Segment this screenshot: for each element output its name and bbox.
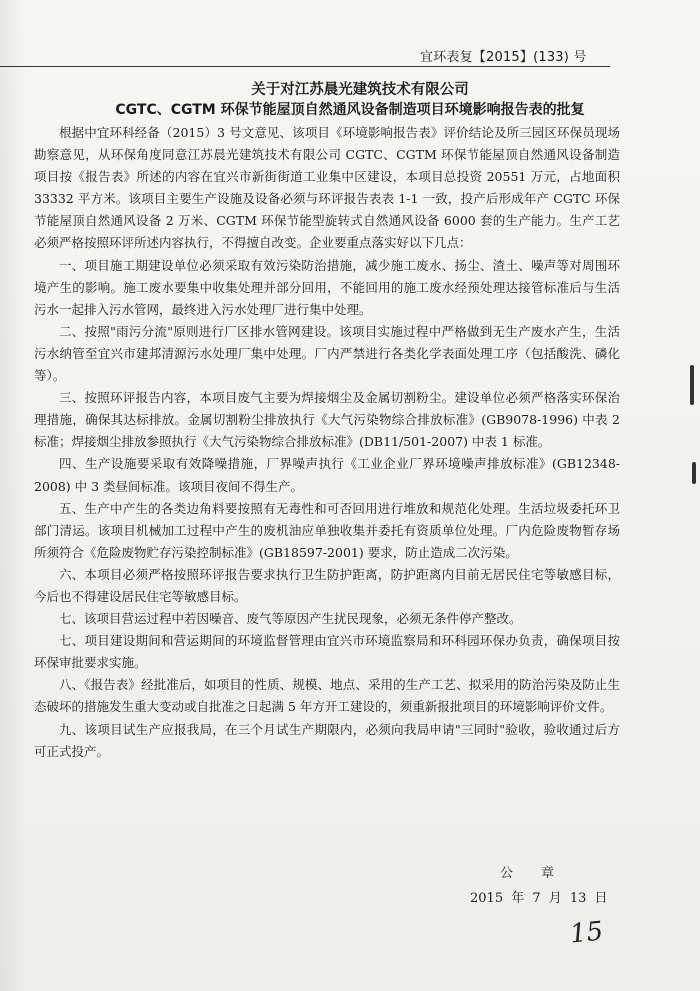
- handwritten-page-number: 15: [568, 916, 605, 950]
- issue-date: 2015 年 7 月 13 日: [470, 891, 608, 906]
- document-title-line-2: CGTC、CGTM 环保节能屋顶自然通风设备制造项目环境影响报告表的批复: [115, 102, 585, 118]
- paragraph-item-4: 四、生产设施要采取有效降噪措施，厂界噪声执行《工业企业厂界环境噪声排放标准》(GB12348-2008) 中 3 类昼间标准。该项目夜间不得生产。: [34, 456, 620, 494]
- paragraph-item-2: 二、按照"雨污分流"原则进行厂区排水管网建设。该项目实施过程中严格做到无生产废水产生，生活污水纳管至宜兴市建邦清源污水处理厂集中处理。厂内严禁进行各类化学表面处理工序（包括酸洗、磷化等）。: [34, 323, 620, 384]
- official-seal-label: 公章: [500, 866, 583, 881]
- scan-mark: [690, 365, 694, 405]
- paragraph-item-6: 六、本项目必须严格按照环评报告要求执行卫生防护距离，防护距离内目前无居民住宅等敏感目标，今后也不得建设居民住宅等敏感目标。: [34, 566, 620, 604]
- scan-shadow: [0, 0, 26, 991]
- document-number: 宜环表复【2015】(133) 号: [420, 50, 587, 65]
- header-rule: [0, 66, 610, 67]
- paragraph-item-7a: 七、该项目营运过程中若因噪音、废气等原因产生扰民现象，必须无条件停产整改。: [59, 611, 522, 627]
- paragraph-item-8: 八、《报告表》经批准后，如项目的性质、规模、地点、采用的生产工艺、拟采用的防治污染及防止生态破坏的措施发生重大变动或自批准之日起满 5 年方开工建设的，须重新报批项目的环境影响评价文件。: [34, 677, 620, 715]
- paragraph-intro: 根据中宜环科经备（2015）3 号文意见、该项目《环境影响报告表》评价结论及所三园区环保员现场勘察意见，从环保角度同意江苏晨光建筑技术有限公司 CGTC、CGTM 环保节能屋顶自然通风设备制造项目按《报告表》所述的内容在宜兴市新街街道工业集中区建设，本项目总投资 20551 万元，占地面积 33332 平方米。该项目主要生产设施及设备必须与环评报告表表 1-1 一致，投产后形成年产 CGTC 环保节能屋顶自然通风设备 2 万米、CGTM 环保节能型旋转式自然通风设备 6000 套的生产能力。生产工艺必须严格按照环评所述内容执行，不得擅自改变。企业要重点落实好以下几点：: [34, 125, 620, 251]
- paragraph-item-3: 三、按照环评报告内容，本项目废气主要为焊接烟尘及金属切割粉尘。建设单位必须严格落实环保治理措施，确保其达标排放。金属切割粉尘排放执行《大气污染物综合排放标准》(GB9078-1996) 中表 2 标准；焊接烟尘排放参照执行《大气污染物综合排放标准》(DB11/501-2007) 中表 1 标准。: [34, 390, 620, 450]
- paragraph-item-7b: 七、项目建设期间和营运期间的环境监督管理由宜兴市环境监察局和环科园环保办负责，确保项目按环保审批要求实施。: [34, 633, 620, 671]
- document-title-line-1: 关于对江苏晨光建筑技术有限公司: [251, 82, 469, 98]
- paragraph-item-9: 九、该项目试生产应报我局，在三个月试生产期限内，必须向我局申请"三同时"验收，验收通过后方可正式投产。: [34, 721, 620, 759]
- paragraph-item-1: 一、项目施工期建设单位必须采取有效污染防治措施，减少施工废水、扬尘、渣土、噪声等对周围环境产生的影响。施工废水要集中收集处理并部分回用，不能回用的施工废水经预处理达接管标准后与生活污水一起排入污水管网，最终进入污水处理厂进行集中处理。: [34, 257, 620, 317]
- document-body: [34, 122, 620, 763]
- paragraph-item-5: 五、生产中产生的各类边角料要按照有无毒性和可否回用进行堆放和规范化处理。生活垃圾委托环卫部门清运。该项目机械加工过程中产生的废机油应单独收集并委托有资质单位处理。厂内危险废物暂存场所须符合《危险废物贮存污染控制标准》(GB18597-2001) 要求，防止造成二次污染。: [34, 500, 620, 560]
- scan-mark: [692, 462, 696, 484]
